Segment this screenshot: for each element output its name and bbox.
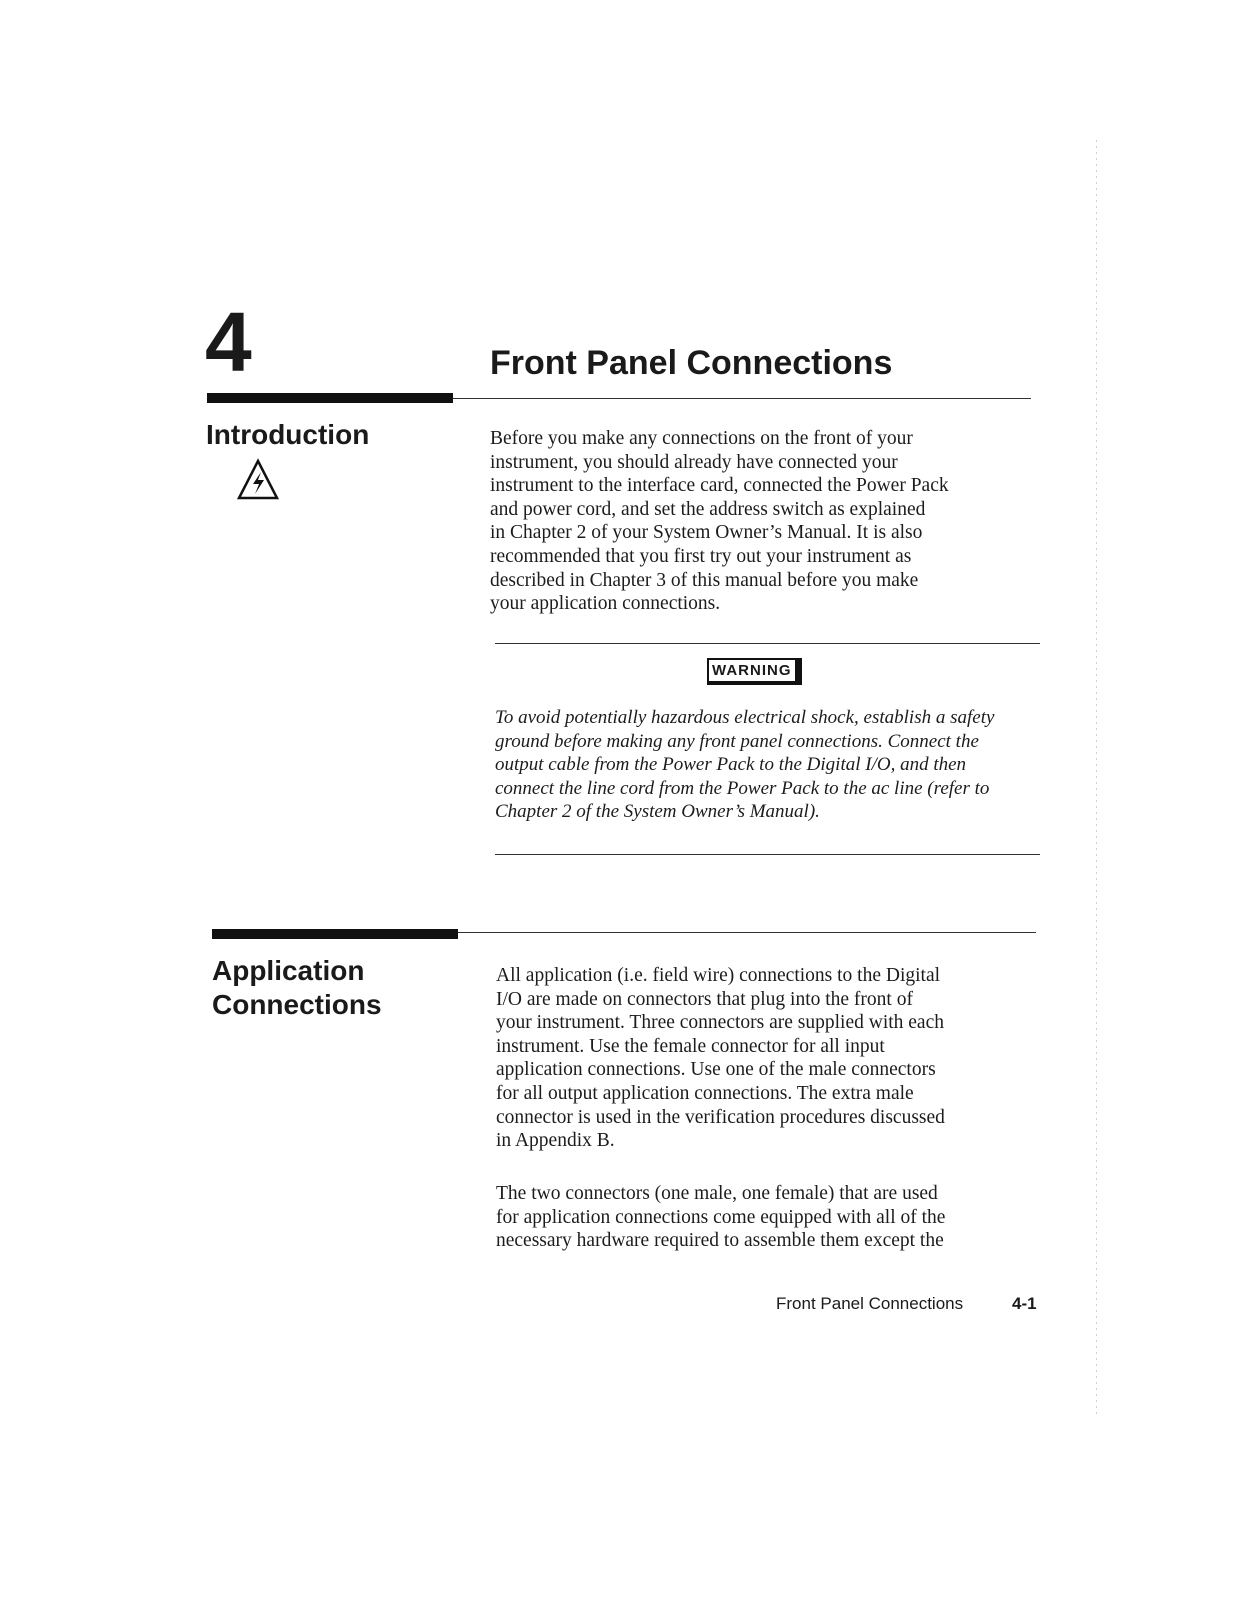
introduction-heading: Introduction bbox=[206, 419, 370, 450]
text-line: described in Chapter 3 of this manual before you make bbox=[490, 569, 919, 591]
text-line: in Chapter 2 of your System Owner’s Manual. It is also bbox=[490, 522, 923, 544]
text-line: instrument, you should already have connected your bbox=[490, 451, 898, 473]
section-rule-thin bbox=[458, 932, 1036, 933]
heading-line: Application bbox=[212, 955, 365, 986]
text-line: your instrument. Three connectors are supplied with each bbox=[496, 1012, 944, 1034]
text-line: application connections. Use one of the male connectors bbox=[496, 1059, 936, 1081]
text-line: for application connections come equipped with all of the bbox=[496, 1206, 946, 1228]
text-line: your application connections. bbox=[490, 593, 721, 615]
application-heading bbox=[212, 954, 382, 1022]
footer-title: Front Panel Connections bbox=[776, 1294, 964, 1313]
warning-bottom-rule bbox=[495, 854, 1040, 855]
application-paragraph-2 bbox=[496, 1182, 1056, 1253]
text-line: connect the line cord from the Power Pack to the ac line (refer to bbox=[495, 777, 990, 799]
introduction-paragraph bbox=[490, 427, 1050, 616]
warning-text bbox=[495, 706, 1055, 824]
scan-edge-mark bbox=[1096, 140, 1097, 1415]
application-paragraph-1 bbox=[496, 964, 1056, 1153]
text-line: I/O are made on connectors that plug into the front of bbox=[496, 988, 913, 1010]
text-line: output cable from the Power Pack to the Digital I/O, and then bbox=[495, 754, 967, 776]
text-line: The two connectors (one male, one female) that are used bbox=[496, 1183, 938, 1204]
text-line: instrument to the interface card, connected the Power Pack bbox=[490, 475, 949, 497]
text-line: Chapter 2 of the System Owner’s Manual). bbox=[495, 801, 820, 823]
warning-triangle-icon bbox=[236, 458, 280, 502]
warning-top-rule bbox=[495, 643, 1040, 644]
text-line: recommended that you first try out your instrument as bbox=[490, 545, 912, 567]
text-line: connector is used in the verification procedures discussed bbox=[496, 1106, 945, 1128]
text-line: in Appendix B. bbox=[496, 1130, 615, 1152]
section-rule-thick bbox=[212, 929, 458, 939]
text-line: ground before making any front panel connections. Connect the bbox=[495, 730, 979, 752]
heading-line: Connections bbox=[212, 989, 382, 1020]
chapter-number: 4 bbox=[205, 295, 250, 389]
text-line: and power cord, and set the address switch as explained bbox=[490, 498, 926, 520]
page-number: 4-1 bbox=[1012, 1294, 1037, 1313]
text-line: Before you make any connections on the front of your bbox=[490, 428, 913, 449]
text-line: All application (i.e. field wire) connections to the Digital bbox=[496, 965, 941, 986]
chapter-rule-thin bbox=[453, 398, 1031, 399]
chapter-title: Front Panel Connections bbox=[490, 344, 893, 382]
chapter-rule-thick bbox=[207, 393, 453, 403]
text-line: instrument. Use the female connector for all input bbox=[496, 1035, 885, 1057]
warning-badge: WARNING bbox=[707, 658, 802, 685]
text-line: To avoid potentially hazardous electrical shock, establish a safety bbox=[495, 707, 995, 728]
text-line: necessary hardware required to assemble them except the bbox=[496, 1230, 944, 1252]
text-line: for all output application connections. The extra male bbox=[496, 1082, 914, 1104]
